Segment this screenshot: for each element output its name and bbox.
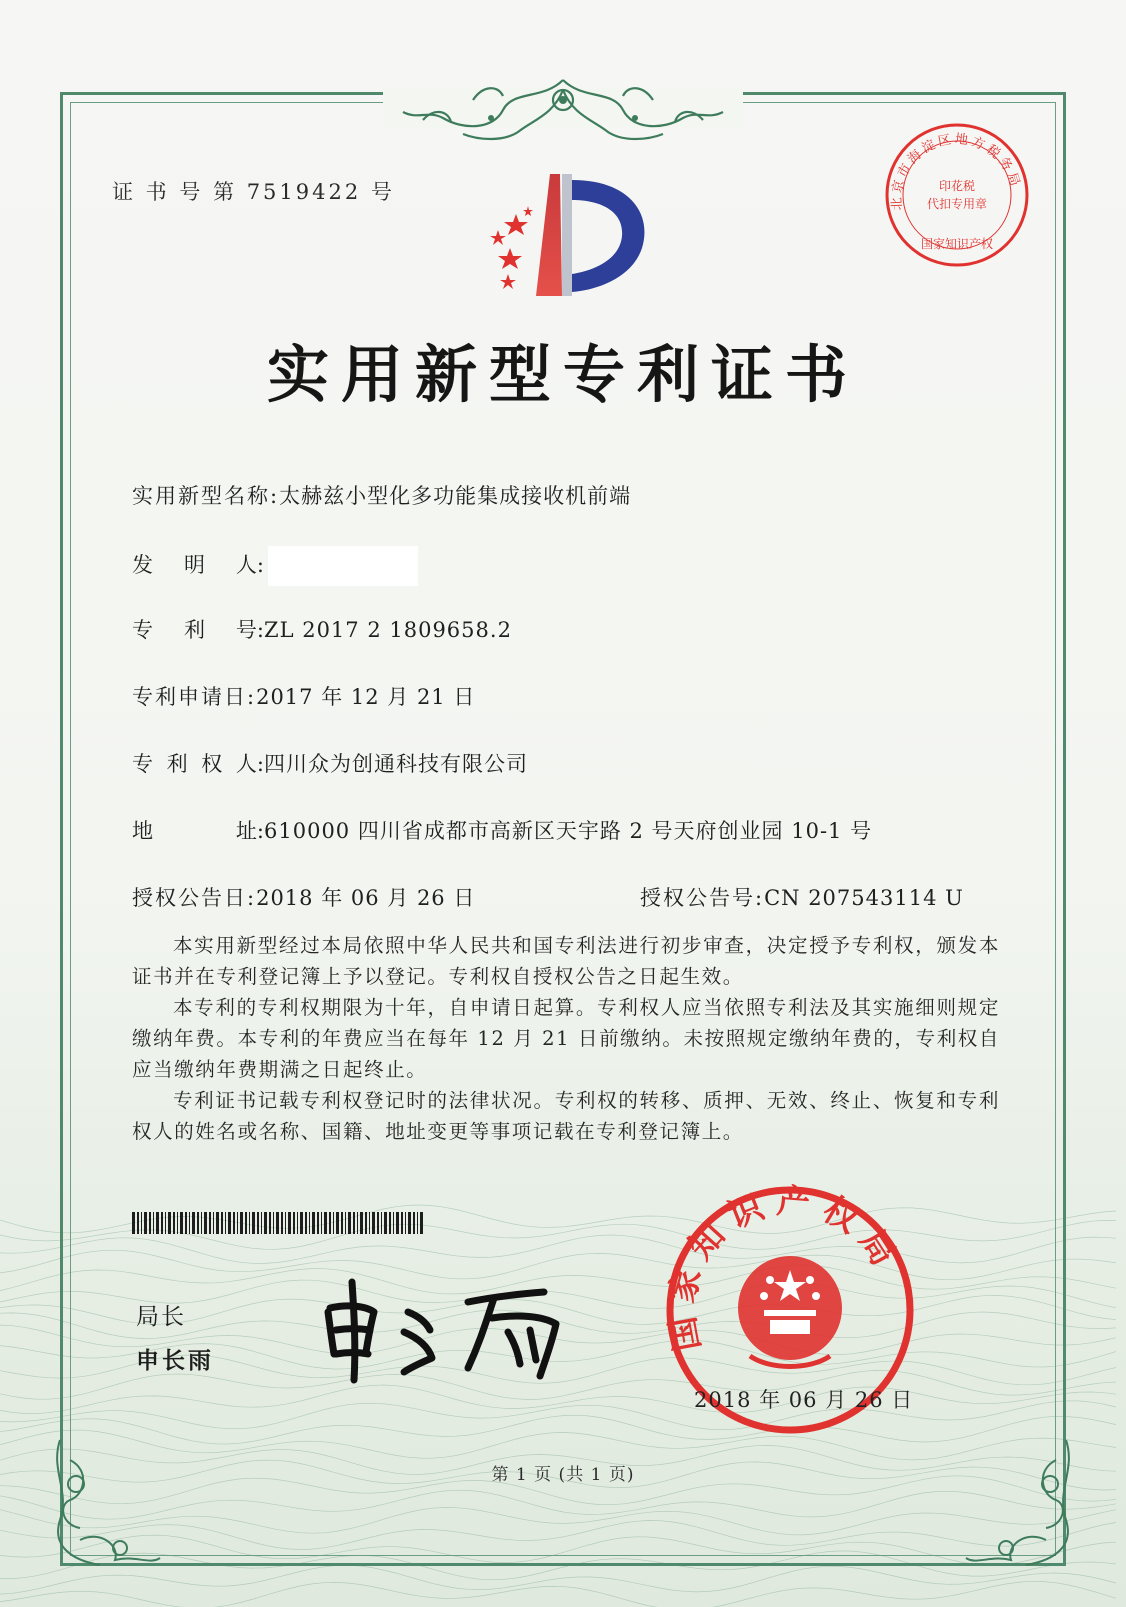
tax-stamp <box>882 120 1032 270</box>
certificate-body <box>132 930 1000 1147</box>
patentee-row <box>132 748 528 778</box>
redacted-inventor <box>268 546 418 586</box>
svg-text:印花税: 印花税 <box>938 179 976 193</box>
address-label: 地 址: <box>132 819 264 843</box>
paragraph-legal-status: 专利证书记载专利权登记时的法律状况。专利权的转移、质押、无效、终止、恢复和专利权人的姓名或名称、国籍、地址变更等事项记载在专利登记簿上。 <box>132 1089 1000 1143</box>
patentee-label: 专 利 权 人: <box>132 752 264 776</box>
svg-text:北京市海淀区地方税务局: 北京市海淀区地方税务局 <box>889 131 1024 211</box>
patent-number-label: 专 利 号: <box>132 618 264 642</box>
paragraph-grant: 本实用新型经过本局依照中华人民共和国专利法进行初步审查，决定授予专利权，颁发本证书并在专利登记簿上予以登记。专利权自授权公告之日起生效。 <box>132 934 1000 988</box>
director-name: 申长雨 <box>136 1348 214 1374</box>
filing-date-value: 2017 年 12 月 21 日 <box>256 685 476 709</box>
svg-text:代扣专用章: 代扣专用章 <box>926 197 988 211</box>
grant-date-value: 2018 年 06 月 26 日 <box>256 886 476 910</box>
certificate-number: 证 书 号 第 7519422 号 <box>112 180 395 204</box>
page-title: 实用新型专利证书 <box>266 338 859 411</box>
top-ornament <box>383 60 743 150</box>
name-label: 实用新型名称: <box>132 484 280 508</box>
inventor-row <box>132 546 418 586</box>
cnipa-emblem-icon <box>472 166 662 316</box>
address-row <box>132 815 872 845</box>
grant-date-row <box>132 882 475 912</box>
corner-ornament-left <box>40 1430 190 1580</box>
director-signature <box>318 1272 578 1384</box>
filing-date-label: 专利申请日: <box>132 685 257 709</box>
name-value: 太赫兹小型化多功能集成接收机前端 <box>279 484 632 508</box>
barcode <box>132 1212 424 1234</box>
seal-text: 国家知识产权局 <box>661 1181 909 1355</box>
patent-number-row <box>132 614 512 644</box>
svg-text:国家知识产权: 国家知识产权 <box>920 237 994 251</box>
inventor-label: 发 明 人: <box>132 552 264 577</box>
filing-date-row <box>132 681 475 711</box>
utility-model-name <box>132 480 631 510</box>
address-value: 610000 四川省成都市高新区天宇路 2 号天府创业园 10-1 号 <box>264 819 873 843</box>
page-number: 第 1 页 (共 1 页) <box>491 1465 635 1485</box>
patent-number-value: ZL 2017 2 1809658.2 <box>264 618 512 642</box>
seal-date: 2018 年 06 月 26 日 <box>694 1388 914 1412</box>
grant-number-value: CN 207543114 U <box>764 886 964 910</box>
patentee-value: 四川众为创通科技有限公司 <box>264 752 528 776</box>
director-title: 局长 <box>136 1304 186 1330</box>
paragraph-term: 本专利的专利权期限为十年，自申请日起算。专利权人应当依照专利法及其实施细则规定缴纳年费。本专利的年费应当在每年 12 月 21 日前缴纳。未按照规定缴纳年费的，专利权自应当缴纳年费期满之日起终止。 <box>132 996 1000 1081</box>
grant-date-label: 授权公告日: <box>132 886 257 910</box>
grant-number-label: 授权公告号: <box>640 886 765 910</box>
grant-number-row <box>640 882 964 912</box>
corner-ornament-right <box>936 1430 1086 1580</box>
